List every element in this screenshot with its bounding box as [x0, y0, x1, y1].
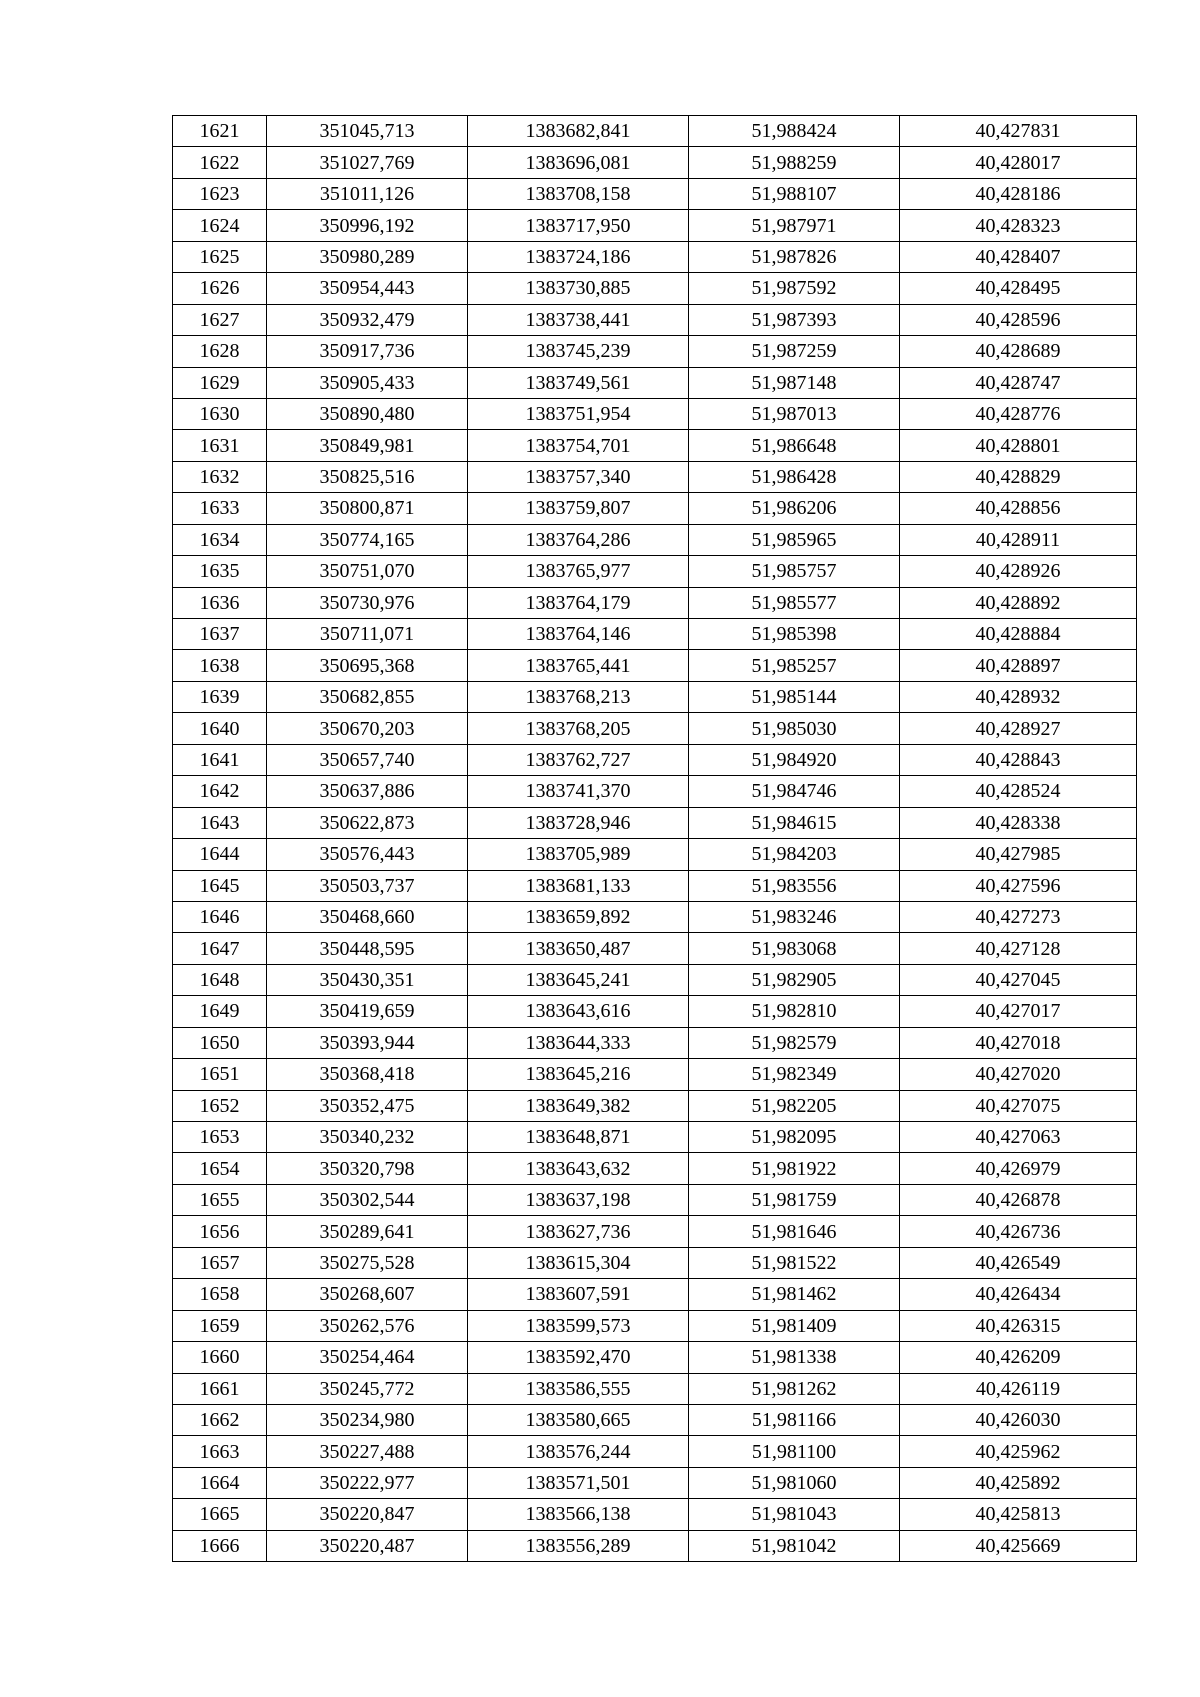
- x-coordinate-cell: 350302,544: [267, 1184, 468, 1215]
- y-coordinate-cell: 1383649,382: [468, 1090, 689, 1121]
- point-number-cell: 1638: [173, 650, 267, 681]
- point-number-cell: 1624: [173, 210, 267, 241]
- longitude-cell: 40,427596: [900, 870, 1137, 901]
- point-number-cell: 1645: [173, 870, 267, 901]
- table-row: [173, 556, 1137, 587]
- point-number-cell: 1643: [173, 807, 267, 838]
- y-coordinate-cell: 1383592,470: [468, 1342, 689, 1373]
- table-row: [173, 681, 1137, 712]
- x-coordinate-cell: 350227,488: [267, 1436, 468, 1467]
- longitude-cell: 40,426209: [900, 1342, 1137, 1373]
- latitude-cell: 51,985965: [689, 524, 900, 555]
- table-row: [173, 430, 1137, 461]
- longitude-cell: 40,428338: [900, 807, 1137, 838]
- point-number-cell: 1636: [173, 587, 267, 618]
- longitude-cell: 40,427045: [900, 964, 1137, 995]
- longitude-cell: 40,425813: [900, 1499, 1137, 1530]
- y-coordinate-cell: 1383599,573: [468, 1310, 689, 1341]
- point-number-cell: 1641: [173, 744, 267, 775]
- x-coordinate-cell: 350234,980: [267, 1404, 468, 1435]
- table-row: [173, 901, 1137, 932]
- table-row: [173, 933, 1137, 964]
- point-number-cell: 1630: [173, 398, 267, 429]
- table-row: [173, 178, 1137, 209]
- y-coordinate-cell: 1383648,871: [468, 1122, 689, 1153]
- longitude-cell: 40,428829: [900, 461, 1137, 492]
- x-coordinate-cell: 350268,607: [267, 1279, 468, 1310]
- longitude-cell: 40,426979: [900, 1153, 1137, 1184]
- x-coordinate-cell: 350352,475: [267, 1090, 468, 1121]
- table-row: [173, 839, 1137, 870]
- y-coordinate-cell: 1383768,205: [468, 713, 689, 744]
- y-coordinate-cell: 1383749,561: [468, 367, 689, 398]
- y-coordinate-cell: 1383764,146: [468, 619, 689, 650]
- latitude-cell: 51,981166: [689, 1404, 900, 1435]
- latitude-cell: 51,984203: [689, 839, 900, 870]
- table-row: [173, 713, 1137, 744]
- point-number-cell: 1623: [173, 178, 267, 209]
- y-coordinate-cell: 1383627,736: [468, 1216, 689, 1247]
- x-coordinate-cell: 350682,855: [267, 681, 468, 712]
- latitude-cell: 51,981043: [689, 1499, 900, 1530]
- x-coordinate-cell: 350448,595: [267, 933, 468, 964]
- longitude-cell: 40,426549: [900, 1247, 1137, 1278]
- latitude-cell: 51,982205: [689, 1090, 900, 1121]
- longitude-cell: 40,428017: [900, 147, 1137, 178]
- point-number-cell: 1640: [173, 713, 267, 744]
- latitude-cell: 51,982349: [689, 1059, 900, 1090]
- longitude-cell: 40,427017: [900, 996, 1137, 1027]
- latitude-cell: 51,987592: [689, 273, 900, 304]
- table-row: [173, 524, 1137, 555]
- x-coordinate-cell: 350393,944: [267, 1027, 468, 1058]
- y-coordinate-cell: 1383765,977: [468, 556, 689, 587]
- table-row: [173, 1342, 1137, 1373]
- longitude-cell: 40,426119: [900, 1373, 1137, 1404]
- x-coordinate-cell: 350932,479: [267, 304, 468, 335]
- x-coordinate-cell: 350503,737: [267, 870, 468, 901]
- longitude-cell: 40,425669: [900, 1530, 1137, 1561]
- latitude-cell: 51,981922: [689, 1153, 900, 1184]
- point-number-cell: 1635: [173, 556, 267, 587]
- y-coordinate-cell: 1383586,555: [468, 1373, 689, 1404]
- longitude-cell: 40,427063: [900, 1122, 1137, 1153]
- longitude-cell: 40,427075: [900, 1090, 1137, 1121]
- longitude-cell: 40,428897: [900, 650, 1137, 681]
- longitude-cell: 40,428747: [900, 367, 1137, 398]
- y-coordinate-cell: 1383745,239: [468, 336, 689, 367]
- table-row: [173, 807, 1137, 838]
- table-row: [173, 1184, 1137, 1215]
- point-number-cell: 1633: [173, 493, 267, 524]
- x-coordinate-cell: 350340,232: [267, 1122, 468, 1153]
- y-coordinate-cell: 1383728,946: [468, 807, 689, 838]
- x-coordinate-cell: 350890,480: [267, 398, 468, 429]
- longitude-cell: 40,427018: [900, 1027, 1137, 1058]
- latitude-cell: 51,987148: [689, 367, 900, 398]
- y-coordinate-cell: 1383730,885: [468, 273, 689, 304]
- x-coordinate-cell: 350254,464: [267, 1342, 468, 1373]
- table-row: [173, 1310, 1137, 1341]
- x-coordinate-cell: 350275,528: [267, 1247, 468, 1278]
- point-number-cell: 1646: [173, 901, 267, 932]
- longitude-cell: 40,428801: [900, 430, 1137, 461]
- x-coordinate-cell: 350222,977: [267, 1467, 468, 1498]
- point-number-cell: 1653: [173, 1122, 267, 1153]
- latitude-cell: 51,986206: [689, 493, 900, 524]
- table-row: [173, 1090, 1137, 1121]
- y-coordinate-cell: 1383764,179: [468, 587, 689, 618]
- y-coordinate-cell: 1383571,501: [468, 1467, 689, 1498]
- table-row: [173, 493, 1137, 524]
- point-number-cell: 1621: [173, 116, 267, 147]
- y-coordinate-cell: 1383754,701: [468, 430, 689, 461]
- latitude-cell: 51,982579: [689, 1027, 900, 1058]
- point-number-cell: 1649: [173, 996, 267, 1027]
- point-number-cell: 1639: [173, 681, 267, 712]
- point-number-cell: 1661: [173, 1373, 267, 1404]
- x-coordinate-cell: 350996,192: [267, 210, 468, 241]
- point-number-cell: 1648: [173, 964, 267, 995]
- table-row: [173, 587, 1137, 618]
- y-coordinate-cell: 1383580,665: [468, 1404, 689, 1435]
- latitude-cell: 51,987393: [689, 304, 900, 335]
- x-coordinate-cell: 350905,433: [267, 367, 468, 398]
- table-row: [173, 147, 1137, 178]
- table-row: [173, 210, 1137, 241]
- point-number-cell: 1627: [173, 304, 267, 335]
- point-number-cell: 1666: [173, 1530, 267, 1561]
- latitude-cell: 51,983246: [689, 901, 900, 932]
- table-row: [173, 1216, 1137, 1247]
- point-number-cell: 1637: [173, 619, 267, 650]
- table-row: [173, 1027, 1137, 1058]
- latitude-cell: 51,983556: [689, 870, 900, 901]
- longitude-cell: 40,428927: [900, 713, 1137, 744]
- point-number-cell: 1656: [173, 1216, 267, 1247]
- table-row: [173, 273, 1137, 304]
- longitude-cell: 40,428892: [900, 587, 1137, 618]
- point-number-cell: 1655: [173, 1184, 267, 1215]
- latitude-cell: 51,986428: [689, 461, 900, 492]
- point-number-cell: 1629: [173, 367, 267, 398]
- latitude-cell: 51,987259: [689, 336, 900, 367]
- x-coordinate-cell: 350695,368: [267, 650, 468, 681]
- longitude-cell: 40,426315: [900, 1310, 1137, 1341]
- point-number-cell: 1664: [173, 1467, 267, 1498]
- longitude-cell: 40,427831: [900, 116, 1137, 147]
- latitude-cell: 51,981100: [689, 1436, 900, 1467]
- x-coordinate-cell: 350419,659: [267, 996, 468, 1027]
- latitude-cell: 51,982810: [689, 996, 900, 1027]
- point-number-cell: 1647: [173, 933, 267, 964]
- x-coordinate-cell: 350657,740: [267, 744, 468, 775]
- point-number-cell: 1625: [173, 241, 267, 272]
- y-coordinate-cell: 1383682,841: [468, 116, 689, 147]
- point-number-cell: 1634: [173, 524, 267, 555]
- y-coordinate-cell: 1383615,304: [468, 1247, 689, 1278]
- table-row: [173, 1404, 1137, 1435]
- longitude-cell: 40,428689: [900, 336, 1137, 367]
- x-coordinate-cell: 350774,165: [267, 524, 468, 555]
- latitude-cell: 51,988424: [689, 116, 900, 147]
- latitude-cell: 51,985577: [689, 587, 900, 618]
- point-number-cell: 1622: [173, 147, 267, 178]
- table-row: [173, 304, 1137, 335]
- point-number-cell: 1642: [173, 776, 267, 807]
- point-number-cell: 1626: [173, 273, 267, 304]
- longitude-cell: 40,428932: [900, 681, 1137, 712]
- x-coordinate-cell: 350637,886: [267, 776, 468, 807]
- point-number-cell: 1660: [173, 1342, 267, 1373]
- y-coordinate-cell: 1383645,241: [468, 964, 689, 995]
- longitude-cell: 40,428495: [900, 273, 1137, 304]
- x-coordinate-cell: 350800,871: [267, 493, 468, 524]
- point-number-cell: 1652: [173, 1090, 267, 1121]
- x-coordinate-cell: 350320,798: [267, 1153, 468, 1184]
- x-coordinate-cell: 350980,289: [267, 241, 468, 272]
- point-number-cell: 1644: [173, 839, 267, 870]
- x-coordinate-cell: 350670,203: [267, 713, 468, 744]
- point-number-cell: 1658: [173, 1279, 267, 1310]
- y-coordinate-cell: 1383607,591: [468, 1279, 689, 1310]
- point-number-cell: 1632: [173, 461, 267, 492]
- y-coordinate-cell: 1383764,286: [468, 524, 689, 555]
- table-row: [173, 964, 1137, 995]
- table-row: [173, 1247, 1137, 1278]
- point-number-cell: 1650: [173, 1027, 267, 1058]
- latitude-cell: 51,985757: [689, 556, 900, 587]
- table-row: [173, 1122, 1137, 1153]
- y-coordinate-cell: 1383681,133: [468, 870, 689, 901]
- x-coordinate-cell: 351045,713: [267, 116, 468, 147]
- table-row: [173, 1059, 1137, 1090]
- point-number-cell: 1665: [173, 1499, 267, 1530]
- point-number-cell: 1663: [173, 1436, 267, 1467]
- table-row: [173, 1530, 1137, 1561]
- latitude-cell: 51,984746: [689, 776, 900, 807]
- coordinates-table-body: [173, 116, 1137, 1562]
- latitude-cell: 51,982905: [689, 964, 900, 995]
- table-row: [173, 1436, 1137, 1467]
- table-row: [173, 1373, 1137, 1404]
- y-coordinate-cell: 1383768,213: [468, 681, 689, 712]
- x-coordinate-cell: 350289,641: [267, 1216, 468, 1247]
- table-row: [173, 1153, 1137, 1184]
- y-coordinate-cell: 1383705,989: [468, 839, 689, 870]
- latitude-cell: 51,985398: [689, 619, 900, 650]
- longitude-cell: 40,428843: [900, 744, 1137, 775]
- y-coordinate-cell: 1383717,950: [468, 210, 689, 241]
- y-coordinate-cell: 1383741,370: [468, 776, 689, 807]
- latitude-cell: 51,982095: [689, 1122, 900, 1153]
- longitude-cell: 40,428596: [900, 304, 1137, 335]
- latitude-cell: 51,985030: [689, 713, 900, 744]
- x-coordinate-cell: 350711,071: [267, 619, 468, 650]
- table-row: [173, 744, 1137, 775]
- x-coordinate-cell: 350430,351: [267, 964, 468, 995]
- table-row: [173, 367, 1137, 398]
- longitude-cell: 40,428323: [900, 210, 1137, 241]
- latitude-cell: 51,988259: [689, 147, 900, 178]
- x-coordinate-cell: 350751,070: [267, 556, 468, 587]
- y-coordinate-cell: 1383650,487: [468, 933, 689, 964]
- longitude-cell: 40,426878: [900, 1184, 1137, 1215]
- point-number-cell: 1628: [173, 336, 267, 367]
- x-coordinate-cell: 350262,576: [267, 1310, 468, 1341]
- longitude-cell: 40,428911: [900, 524, 1137, 555]
- longitude-cell: 40,426434: [900, 1279, 1137, 1310]
- longitude-cell: 40,427128: [900, 933, 1137, 964]
- y-coordinate-cell: 1383576,244: [468, 1436, 689, 1467]
- latitude-cell: 51,984920: [689, 744, 900, 775]
- y-coordinate-cell: 1383708,158: [468, 178, 689, 209]
- x-coordinate-cell: 351011,126: [267, 178, 468, 209]
- longitude-cell: 40,425962: [900, 1436, 1137, 1467]
- table-row: [173, 650, 1137, 681]
- latitude-cell: 51,985257: [689, 650, 900, 681]
- latitude-cell: 51,983068: [689, 933, 900, 964]
- x-coordinate-cell: 350468,660: [267, 901, 468, 932]
- longitude-cell: 40,426736: [900, 1216, 1137, 1247]
- y-coordinate-cell: 1383643,616: [468, 996, 689, 1027]
- latitude-cell: 51,985144: [689, 681, 900, 712]
- latitude-cell: 51,981042: [689, 1530, 900, 1561]
- table-row: [173, 461, 1137, 492]
- longitude-cell: 40,428776: [900, 398, 1137, 429]
- longitude-cell: 40,426030: [900, 1404, 1137, 1435]
- y-coordinate-cell: 1383757,340: [468, 461, 689, 492]
- latitude-cell: 51,981646: [689, 1216, 900, 1247]
- y-coordinate-cell: 1383759,807: [468, 493, 689, 524]
- longitude-cell: 40,427985: [900, 839, 1137, 870]
- point-number-cell: 1657: [173, 1247, 267, 1278]
- table-row: [173, 398, 1137, 429]
- y-coordinate-cell: 1383643,632: [468, 1153, 689, 1184]
- x-coordinate-cell: 350245,772: [267, 1373, 468, 1404]
- latitude-cell: 51,987826: [689, 241, 900, 272]
- coordinates-table: [172, 115, 1137, 1562]
- longitude-cell: 40,425892: [900, 1467, 1137, 1498]
- table-row: [173, 776, 1137, 807]
- y-coordinate-cell: 1383566,138: [468, 1499, 689, 1530]
- x-coordinate-cell: 350954,443: [267, 273, 468, 304]
- longitude-cell: 40,427020: [900, 1059, 1137, 1090]
- point-number-cell: 1662: [173, 1404, 267, 1435]
- latitude-cell: 51,981338: [689, 1342, 900, 1373]
- x-coordinate-cell: 350220,847: [267, 1499, 468, 1530]
- x-coordinate-cell: 350576,443: [267, 839, 468, 870]
- x-coordinate-cell: 350849,981: [267, 430, 468, 461]
- y-coordinate-cell: 1383762,727: [468, 744, 689, 775]
- table-row: [173, 870, 1137, 901]
- table-row: [173, 1279, 1137, 1310]
- latitude-cell: 51,981759: [689, 1184, 900, 1215]
- latitude-cell: 51,981060: [689, 1467, 900, 1498]
- x-coordinate-cell: 350917,736: [267, 336, 468, 367]
- table-row: [173, 336, 1137, 367]
- latitude-cell: 51,981522: [689, 1247, 900, 1278]
- table-row: [173, 241, 1137, 272]
- y-coordinate-cell: 1383637,198: [468, 1184, 689, 1215]
- x-coordinate-cell: 351027,769: [267, 147, 468, 178]
- table-row: [173, 1499, 1137, 1530]
- x-coordinate-cell: 350622,873: [267, 807, 468, 838]
- x-coordinate-cell: 350368,418: [267, 1059, 468, 1090]
- latitude-cell: 51,987971: [689, 210, 900, 241]
- y-coordinate-cell: 1383738,441: [468, 304, 689, 335]
- y-coordinate-cell: 1383751,954: [468, 398, 689, 429]
- longitude-cell: 40,428186: [900, 178, 1137, 209]
- longitude-cell: 40,428407: [900, 241, 1137, 272]
- table-row: [173, 116, 1137, 147]
- point-number-cell: 1651: [173, 1059, 267, 1090]
- latitude-cell: 51,988107: [689, 178, 900, 209]
- longitude-cell: 40,428524: [900, 776, 1137, 807]
- y-coordinate-cell: 1383644,333: [468, 1027, 689, 1058]
- latitude-cell: 51,981262: [689, 1373, 900, 1404]
- point-number-cell: 1631: [173, 430, 267, 461]
- y-coordinate-cell: 1383765,441: [468, 650, 689, 681]
- latitude-cell: 51,987013: [689, 398, 900, 429]
- latitude-cell: 51,981409: [689, 1310, 900, 1341]
- y-coordinate-cell: 1383724,186: [468, 241, 689, 272]
- x-coordinate-cell: 350220,487: [267, 1530, 468, 1561]
- y-coordinate-cell: 1383645,216: [468, 1059, 689, 1090]
- table-row: [173, 619, 1137, 650]
- latitude-cell: 51,981462: [689, 1279, 900, 1310]
- y-coordinate-cell: 1383659,892: [468, 901, 689, 932]
- longitude-cell: 40,428856: [900, 493, 1137, 524]
- longitude-cell: 40,428926: [900, 556, 1137, 587]
- x-coordinate-cell: 350825,516: [267, 461, 468, 492]
- longitude-cell: 40,427273: [900, 901, 1137, 932]
- table-row: [173, 996, 1137, 1027]
- table-row: [173, 1467, 1137, 1498]
- y-coordinate-cell: 1383696,081: [468, 147, 689, 178]
- latitude-cell: 51,984615: [689, 807, 900, 838]
- longitude-cell: 40,428884: [900, 619, 1137, 650]
- point-number-cell: 1654: [173, 1153, 267, 1184]
- x-coordinate-cell: 350730,976: [267, 587, 468, 618]
- latitude-cell: 51,986648: [689, 430, 900, 461]
- point-number-cell: 1659: [173, 1310, 267, 1341]
- y-coordinate-cell: 1383556,289: [468, 1530, 689, 1561]
